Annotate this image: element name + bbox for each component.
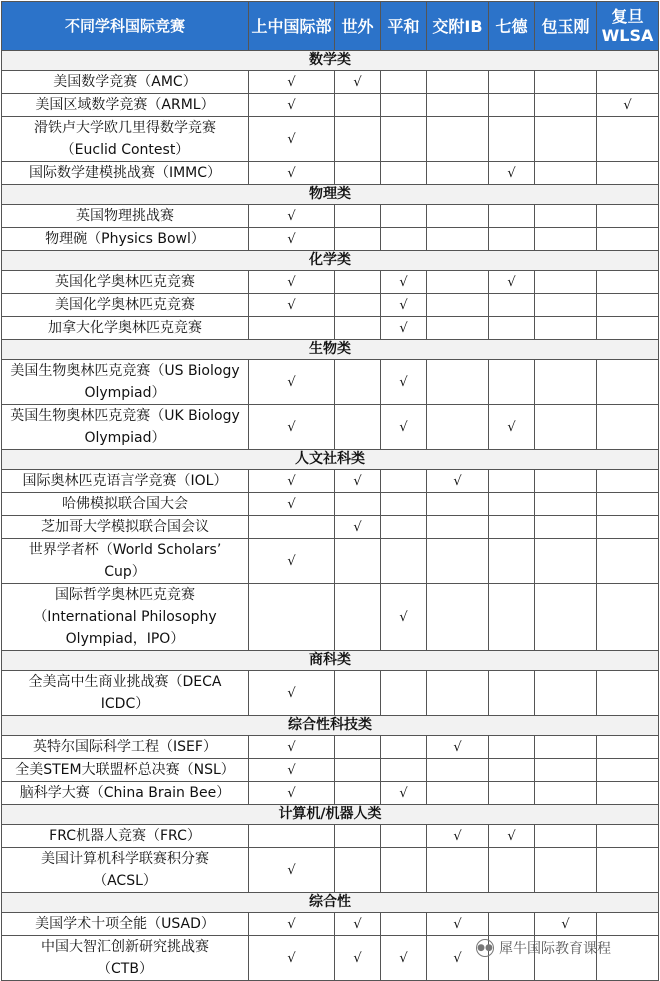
empty-cell [427, 493, 489, 516]
empty-cell [535, 584, 597, 651]
empty-cell [597, 117, 659, 162]
check-mark: √ [249, 539, 335, 584]
empty-cell [535, 117, 597, 162]
empty-cell [489, 470, 535, 493]
empty-cell [489, 94, 535, 117]
empty-cell [489, 294, 535, 317]
competition-name: 哈佛模拟联合国大会 [2, 493, 249, 516]
competition-row [2, 913, 659, 936]
category-title: 化学类 [2, 251, 659, 271]
competition-name: FRC机器人竞赛（FRC） [2, 825, 249, 848]
empty-cell [427, 117, 489, 162]
empty-cell [489, 736, 535, 759]
competition-name: 英国生物奥林匹克竞赛（UK Biology Olympiad） [2, 405, 249, 450]
empty-cell [597, 405, 659, 450]
empty-cell [535, 759, 597, 782]
check-mark: √ [249, 848, 335, 893]
competition-row [2, 848, 659, 893]
competition-table [1, 1, 659, 981]
empty-cell [489, 71, 535, 94]
empty-cell [427, 294, 489, 317]
category-title: 综合性科技类 [2, 716, 659, 736]
competition-name: 滑铁卢大学欧几里得数学竞赛 （Euclid Contest） [2, 117, 249, 162]
empty-cell [427, 360, 489, 405]
empty-cell [427, 162, 489, 185]
header-subject: 不同学科国际竞赛 [2, 2, 249, 51]
check-mark: √ [489, 405, 535, 450]
empty-cell [489, 516, 535, 539]
check-mark: √ [249, 736, 335, 759]
competition-row [2, 493, 659, 516]
empty-cell [535, 848, 597, 893]
competition-name: 全美STEM大联盟杯总决赛（NSL） [2, 759, 249, 782]
category-row [2, 185, 659, 205]
check-mark: √ [335, 71, 381, 94]
category-row [2, 51, 659, 71]
check-mark: √ [249, 94, 335, 117]
check-mark: √ [381, 271, 427, 294]
empty-cell [597, 71, 659, 94]
check-mark: √ [381, 782, 427, 805]
competition-row [2, 294, 659, 317]
check-mark: √ [535, 913, 597, 936]
category-title: 生物类 [2, 340, 659, 360]
category-row [2, 651, 659, 671]
check-mark: √ [249, 470, 335, 493]
competition-row [2, 162, 659, 185]
header-school: 复旦 WLSA [597, 2, 659, 51]
empty-cell [535, 516, 597, 539]
empty-cell [535, 271, 597, 294]
empty-cell [335, 825, 381, 848]
empty-cell [381, 759, 427, 782]
competition-name: 中国大智汇创新研究挑战赛 （CTB） [2, 936, 249, 981]
empty-cell [381, 671, 427, 716]
empty-cell [335, 405, 381, 450]
header-school: 世外 [335, 2, 381, 51]
empty-cell [249, 825, 335, 848]
empty-cell [597, 271, 659, 294]
competition-name: 芝加哥大学模拟联合国会议 [2, 516, 249, 539]
check-mark: √ [249, 913, 335, 936]
check-mark: √ [489, 271, 535, 294]
check-mark: √ [427, 825, 489, 848]
empty-cell [597, 294, 659, 317]
empty-cell [535, 782, 597, 805]
empty-cell [535, 294, 597, 317]
empty-cell [335, 94, 381, 117]
empty-cell [597, 317, 659, 340]
competition-name: 英国化学奥林匹克竞赛 [2, 271, 249, 294]
empty-cell [249, 317, 335, 340]
check-mark: √ [249, 162, 335, 185]
check-mark: √ [381, 317, 427, 340]
empty-cell [597, 848, 659, 893]
empty-cell [427, 782, 489, 805]
category-row [2, 805, 659, 825]
competition-name: 脑科学大赛（China Brain Bee） [2, 782, 249, 805]
competition-name: 美国生物奥林匹克竞赛（US Biology Olympiad） [2, 360, 249, 405]
competition-row [2, 825, 659, 848]
competition-row [2, 584, 659, 651]
check-mark: √ [249, 759, 335, 782]
empty-cell [489, 759, 535, 782]
check-mark: √ [249, 294, 335, 317]
empty-cell [381, 848, 427, 893]
empty-cell [427, 848, 489, 893]
empty-cell [381, 470, 427, 493]
empty-cell [597, 162, 659, 185]
check-mark: √ [427, 470, 489, 493]
competition-row [2, 671, 659, 716]
empty-cell [535, 671, 597, 716]
category-title: 数学类 [2, 51, 659, 71]
empty-cell [535, 736, 597, 759]
empty-cell [381, 228, 427, 251]
competition-row [2, 271, 659, 294]
empty-cell [335, 294, 381, 317]
check-mark: √ [335, 516, 381, 539]
empty-cell [597, 539, 659, 584]
empty-cell [597, 782, 659, 805]
empty-cell [535, 162, 597, 185]
empty-cell [597, 759, 659, 782]
empty-cell [597, 493, 659, 516]
category-title: 物理类 [2, 185, 659, 205]
empty-cell [381, 493, 427, 516]
category-title: 人文社科类 [2, 450, 659, 470]
empty-cell [427, 584, 489, 651]
competition-row [2, 470, 659, 493]
empty-cell [489, 671, 535, 716]
category-title: 综合性 [2, 893, 659, 913]
empty-cell [427, 317, 489, 340]
empty-cell [535, 539, 597, 584]
competition-name: 美国区域数学竞赛（ARML） [2, 94, 249, 117]
empty-cell [427, 671, 489, 716]
empty-cell [427, 205, 489, 228]
check-mark: √ [249, 493, 335, 516]
empty-cell [335, 493, 381, 516]
check-mark: √ [335, 913, 381, 936]
empty-cell [335, 317, 381, 340]
check-mark: √ [249, 671, 335, 716]
empty-cell [335, 117, 381, 162]
empty-cell [597, 360, 659, 405]
empty-cell [381, 205, 427, 228]
empty-cell [335, 539, 381, 584]
empty-cell [381, 913, 427, 936]
empty-cell [597, 736, 659, 759]
check-mark: √ [381, 584, 427, 651]
check-mark: √ [249, 936, 335, 981]
empty-cell [381, 736, 427, 759]
empty-cell [489, 782, 535, 805]
check-mark: √ [249, 782, 335, 805]
empty-cell [335, 360, 381, 405]
check-mark: √ [249, 405, 335, 450]
empty-cell [335, 228, 381, 251]
empty-cell [381, 94, 427, 117]
empty-cell [489, 360, 535, 405]
competition-name: 物理碗（Physics Bowl） [2, 228, 249, 251]
table-body [2, 51, 659, 981]
competition-row [2, 228, 659, 251]
empty-cell [335, 782, 381, 805]
competition-name: 美国化学奥林匹克竞赛 [2, 294, 249, 317]
empty-cell [597, 671, 659, 716]
competition-name: 英特尔国际科学工程（ISEF） [2, 736, 249, 759]
check-mark: √ [249, 271, 335, 294]
empty-cell [381, 825, 427, 848]
empty-cell [381, 539, 427, 584]
empty-cell [249, 516, 335, 539]
empty-cell [535, 317, 597, 340]
empty-cell [381, 71, 427, 94]
empty-cell [535, 71, 597, 94]
empty-cell [489, 117, 535, 162]
competition-row [2, 71, 659, 94]
competition-name: 加拿大化学奥林匹克竞赛 [2, 317, 249, 340]
competition-row [2, 516, 659, 539]
competition-row [2, 317, 659, 340]
check-mark: √ [381, 405, 427, 450]
empty-cell [597, 825, 659, 848]
empty-cell [427, 759, 489, 782]
competition-name: 国际奥林匹克语言学竞赛（IOL） [2, 470, 249, 493]
watermark [476, 937, 658, 959]
empty-cell [489, 848, 535, 893]
empty-cell [489, 205, 535, 228]
empty-cell [535, 228, 597, 251]
empty-cell [489, 584, 535, 651]
empty-cell [427, 271, 489, 294]
empty-cell [597, 470, 659, 493]
header-school: 上中国际部 [249, 2, 335, 51]
empty-cell [489, 228, 535, 251]
competition-name: 世界学者杯（World Scholars’ Cup） [2, 539, 249, 584]
empty-cell [489, 539, 535, 584]
empty-cell [335, 848, 381, 893]
competition-name: 美国数学竞赛（AMC） [2, 71, 249, 94]
competition-name: 英国物理挑战赛 [2, 205, 249, 228]
wechat-icon: ●● [476, 939, 494, 957]
category-row [2, 716, 659, 736]
category-title: 商科类 [2, 651, 659, 671]
empty-cell [535, 205, 597, 228]
empty-cell [335, 736, 381, 759]
empty-cell [335, 205, 381, 228]
empty-cell [535, 493, 597, 516]
check-mark: √ [489, 162, 535, 185]
empty-cell [597, 584, 659, 651]
check-mark: √ [249, 228, 335, 251]
check-mark: √ [335, 936, 381, 981]
empty-cell [535, 470, 597, 493]
check-mark: √ [335, 470, 381, 493]
empty-cell [335, 759, 381, 782]
category-row [2, 893, 659, 913]
category-row [2, 251, 659, 271]
empty-cell [535, 825, 597, 848]
empty-cell [335, 671, 381, 716]
competition-row [2, 405, 659, 450]
competition-name: 国际哲学奥林匹克竞赛 （International Philosophy Olympiad，IPO） [2, 584, 249, 651]
empty-cell [335, 162, 381, 185]
header-school: 交附IB [427, 2, 489, 51]
check-mark: √ [489, 825, 535, 848]
empty-cell [427, 71, 489, 94]
empty-cell [249, 584, 335, 651]
empty-cell [427, 94, 489, 117]
header-school: 平和 [381, 2, 427, 51]
empty-cell [489, 317, 535, 340]
category-title: 计算机/机器人类 [2, 805, 659, 825]
check-mark: √ [249, 360, 335, 405]
category-row [2, 450, 659, 470]
empty-cell [381, 117, 427, 162]
competition-row [2, 736, 659, 759]
competition-row [2, 94, 659, 117]
competition-row [2, 360, 659, 405]
empty-cell [335, 271, 381, 294]
empty-cell [535, 405, 597, 450]
empty-cell [381, 516, 427, 539]
header-row [2, 2, 659, 51]
check-mark: √ [427, 936, 489, 981]
empty-cell [427, 516, 489, 539]
empty-cell [535, 360, 597, 405]
empty-cell [597, 228, 659, 251]
empty-cell [597, 516, 659, 539]
empty-cell [597, 205, 659, 228]
empty-cell [489, 493, 535, 516]
competition-name: 国际数学建模挑战赛（IMMC） [2, 162, 249, 185]
competition-name: 美国学术十项全能（USAD） [2, 913, 249, 936]
header-school: 包玉刚 [535, 2, 597, 51]
competition-row [2, 117, 659, 162]
watermark-text: 犀牛国际教育课程 [499, 941, 611, 957]
check-mark: √ [427, 736, 489, 759]
check-mark: √ [381, 294, 427, 317]
header-school: 七德 [489, 2, 535, 51]
empty-cell [427, 228, 489, 251]
competition-row [2, 759, 659, 782]
check-mark: √ [597, 94, 659, 117]
competition-name: 全美高中生商业挑战赛（DECA ICDC） [2, 671, 249, 716]
check-mark: √ [249, 71, 335, 94]
competition-row [2, 539, 659, 584]
empty-cell [489, 913, 535, 936]
empty-cell [597, 913, 659, 936]
category-row [2, 340, 659, 360]
check-mark: √ [249, 205, 335, 228]
competition-row [2, 782, 659, 805]
check-mark: √ [381, 936, 427, 981]
competition-name: 美国计算机科学联赛积分赛 （ACSL） [2, 848, 249, 893]
empty-cell [335, 584, 381, 651]
empty-cell [535, 94, 597, 117]
empty-cell [427, 539, 489, 584]
empty-cell [427, 405, 489, 450]
competition-row [2, 205, 659, 228]
check-mark: √ [427, 913, 489, 936]
check-mark: √ [249, 117, 335, 162]
check-mark: √ [381, 360, 427, 405]
empty-cell [381, 162, 427, 185]
